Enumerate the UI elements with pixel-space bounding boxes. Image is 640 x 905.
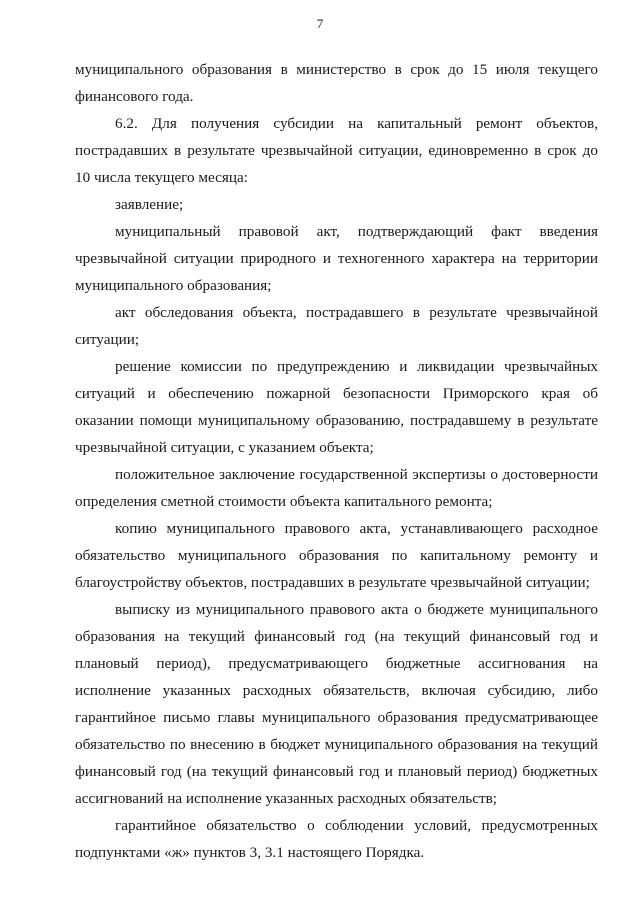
paragraph-commission-decision: решение комиссии по предупреждению и ликвидации чрезвычайных ситуаций и обеспечению пожарной безопасности Приморского края об оказании помощи муниципальному образованию, пострадавшему в результате чрезвычайной ситуации, с указанием объекта; [75,358,598,456]
paragraph-expert-conclusion: положительное заключение государственной экспертизы о достоверности определения сметной стоимости объекта капитального ремонта; [75,466,598,510]
paragraph-inspection-act: акт обследования объекта, пострадавшего в результате чрезвычайной ситуации; [75,304,598,348]
paragraph-budget-extract: выписку из муниципального правового акта о бюджете муниципального образования на текущий финансовый год (на текущий финансовый год и плановый период), предусматривающего бюджетные ассигнования на исполнение указанных расходных обязательств, включая субсидию, либо гарантийное письмо главы муниципального образования предусматривающее обязательство по внесению в бюджет муниципального образования на текущий финансовый год (на текущий финансовый год и плановый период) бюджетных ассигнований на исполнение указанных расходных обязательств; [75,601,598,807]
document-body [75,56,598,866]
paragraph-continuation: муниципального образования в министерство в срок до 15 июля текущего финансового года. [75,61,598,105]
page-number: 7 [316,16,324,31]
paragraph-legal-act: муниципальный правовой акт, подтверждающий факт введения чрезвычайной ситуации природного и техногенного характера на территории муниципального образования; [75,223,598,294]
paragraph-guarantee-obligation: гарантийное обязательство о соблюдении условий, предусмотренных подпунктами «ж» пунктов 3, 3.1 настоящего Порядка. [75,817,598,861]
paragraph-section-6-2: 6.2. Для получения субсидии на капитальный ремонт объектов, пострадавших в результате чрезвычайной ситуации, единовременно в срок до 10 числа текущего месяца: [75,115,598,186]
paragraph-application: заявление; [115,196,184,213]
paragraph-legal-act-copy: копию муниципального правового акта, устанавливающего расходное обязательство муниципального образования по капитальному ремонту и благоустройству объектов, пострадавших в результате чрезвычайной ситуации; [75,520,598,591]
